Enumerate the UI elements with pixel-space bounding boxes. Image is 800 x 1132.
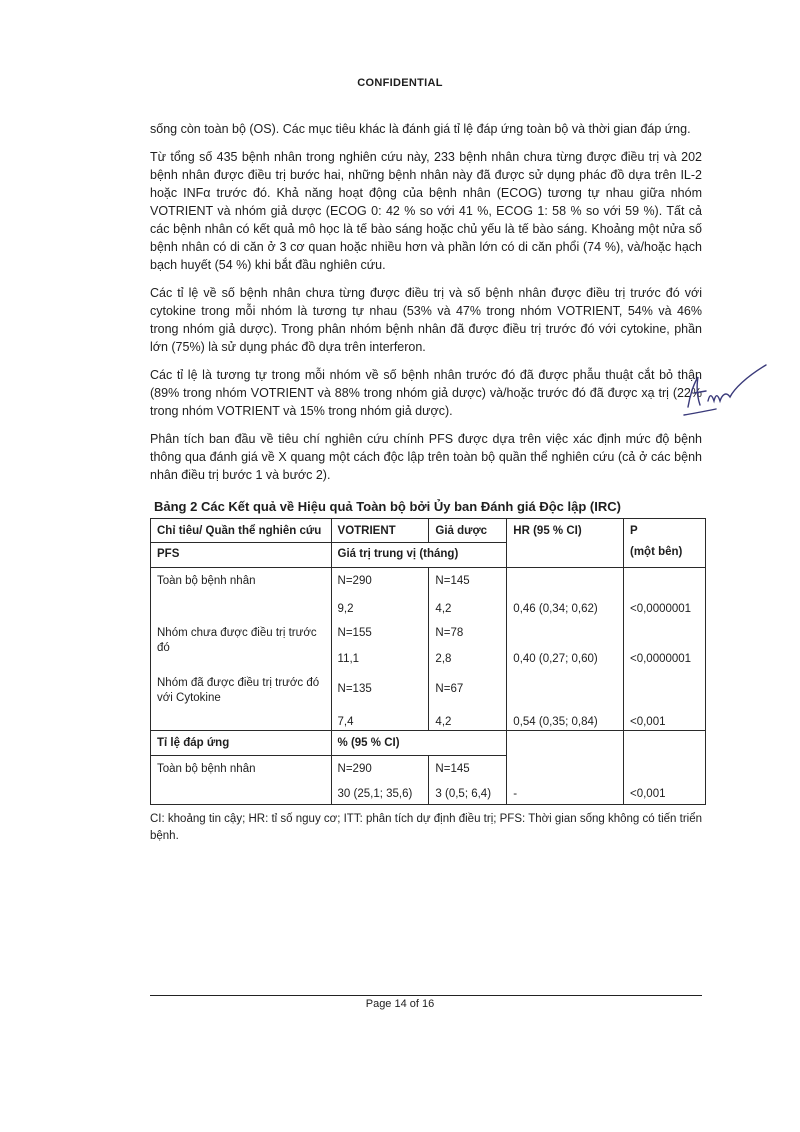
response-all-hr: - [507, 782, 624, 805]
pfs-all-hr: 0,46 (0,34; 0,62) [507, 594, 624, 620]
pfs-naive-hr: 0,40 (0,27; 0,60) [507, 646, 624, 672]
pfs-all-n-placebo: N=145 [429, 568, 507, 595]
paragraph: Các tỉ lệ là tương tự trong mỗi nhóm về số bệnh nhân trước đó đã được phẫu thuật cắt bỏ thận (89% trong nhóm VOTRIENT và 88% trong nhóm giả dược) và/hoặc trước đó đã được xạ trị (22% trong nhóm VOTRIENT và 15% trong nhóm giả dược). [150, 368, 702, 418]
response-group-spacer [151, 782, 332, 805]
table-row [151, 672, 706, 708]
table-footnote: CI: khoảng tin cậy; HR: tỉ số nguy cơ; ITT: phân tích dự định điều trị; PFS: Thời gian sống không có tiến triển bệnh. [150, 813, 702, 842]
pfs-all-group-spacer [151, 594, 332, 620]
footer-rule [150, 995, 702, 996]
pfs-cytokine-placebo: 4,2 [429, 708, 507, 731]
pfs-naive-hr-spacer [507, 620, 624, 646]
response-group-all: Toàn bộ bệnh nhân [151, 756, 332, 783]
pfs-group-all: Toàn bộ bệnh nhân [151, 568, 332, 595]
table-row [151, 620, 706, 646]
pfs-section-label: PFS [151, 543, 332, 568]
pfs-cytokine-votrient: 7,4 [331, 708, 429, 731]
pfs-cytokine-n-votrient: N=135 [331, 672, 429, 708]
response-all-hr-spacer [507, 756, 624, 783]
pfs-naive-p-spacer [624, 620, 706, 646]
table-row [151, 594, 706, 620]
response-subheader: % (95 % CI) [331, 731, 507, 756]
table-row [151, 756, 706, 783]
pfs-naive-p: <0,0000001 [624, 646, 706, 672]
table-header-row [151, 519, 706, 543]
confidential-header: CONFIDENTIAL [357, 77, 443, 89]
pfs-all-hr-spacer [507, 568, 624, 595]
pfs-group-naive: Nhóm chưa được điều trị trước đó [151, 620, 332, 672]
pfs-naive-placebo: 2,8 [429, 646, 507, 672]
pfs-cytokine-n-placebo: N=67 [429, 672, 507, 708]
pfs-cytokine-p: <0,001 [624, 708, 706, 731]
pfs-cytokine-group-spacer [151, 708, 332, 731]
header-votrient: VOTRIENT [331, 519, 429, 543]
pfs-naive-n-placebo: N=78 [429, 620, 507, 646]
paragraph: Từ tổng số 435 bệnh nhân trong nghiên cứu này, 233 bệnh nhân chưa từng được điều trị và 202 bệnh nhân được điều trị bước hai, những bệnh nhân này đã được sử dụng phác đồ dựa trên IL-2 hoặc INFα trước đó. Khả năng hoạt động của bệnh nhân (ECOG) tương tự nhau giữa nhóm VOTRIENT và nhóm giả dược (ECOG 0: 42 % so với 41 %, ECOG 1: 58 % so với 59 %). Tất cả các bệnh nhân có kết quả mô học là tế bào sáng hoặc chủ yếu là tế bào sáng. Khoảng một nửa số bệnh nhân có di căn ở 3 cơ quan hoặc nhiều hơn và phần lớn có di căn phổi (74 %), và/hoặc hạch bạch huyết (54 %) khi bắt đầu nghiên cứu. [150, 150, 702, 272]
pfs-cytokine-hr-spacer [507, 672, 624, 708]
response-all-placebo: 3 (0,5; 6,4) [429, 782, 507, 805]
paragraph: Phân tích ban đầu về tiêu chí nghiên cứu chính PFS được dựa trên việc xác định mức độ bệnh thông qua đánh giá về X quang một cách độc lập trên toàn bộ quần thể nghiên cứu (cả ở các bệnh nhân điều trị bước 1 và bước 2). [150, 432, 702, 482]
pfs-cytokine-p-spacer [624, 672, 706, 708]
header-hr: HR (95 % CI) [507, 519, 624, 568]
header-p-label: P [630, 525, 638, 537]
header-endpoint: Chỉ tiêu/ Quần thể nghiên cứu [151, 519, 332, 543]
table-row [151, 782, 706, 805]
handwritten-signature [676, 355, 796, 425]
response-all-p: <0,001 [624, 782, 706, 805]
page-number: Page 14 of 16 [365, 998, 435, 1010]
pfs-naive-votrient: 11,1 [331, 646, 429, 672]
response-all-n-votrient: N=290 [331, 756, 429, 783]
response-p-spacer [624, 731, 706, 756]
efficacy-results-table [150, 518, 706, 805]
response-hr-spacer [507, 731, 624, 756]
document-body [150, 120, 702, 845]
pfs-all-votrient: 9,2 [331, 594, 429, 620]
pfs-group-cytokine: Nhóm đã được điều trị trước đó với Cytokine [151, 672, 332, 708]
table-row [151, 568, 706, 595]
response-all-n-placebo: N=145 [429, 756, 507, 783]
pfs-naive-n-votrient: N=155 [331, 620, 429, 646]
table-caption: Bảng 2 Các Kết quả về Hiệu quả Toàn bộ bởi Ủy ban Đánh giá Độc lập (IRC) [154, 499, 621, 514]
header-p [624, 519, 706, 568]
response-all-votrient: 30 (25,1; 35,6) [331, 782, 429, 805]
pfs-subheader: Giá trị trung vị (tháng) [331, 543, 507, 568]
pfs-all-n-votrient: N=290 [331, 568, 429, 595]
table-row [151, 731, 706, 756]
paragraph: Các tỉ lệ về số bệnh nhân chưa từng được điều trị và số bệnh nhân được điều trị trước đó với cytokine trong mỗi nhóm là tương tự nhau (53% và 47% trong nhóm VOTRIENT, 54% và 46% trong nhóm giả dược). Trong phân nhóm bệnh nhân đã được điều trị trước đó với cytokine, phần lớn (75%) là sử dụng phác đồ dựa trên interferon. [150, 286, 702, 354]
pfs-all-p-spacer [624, 568, 706, 595]
response-section-label: Tỉ lệ đáp ứng [151, 731, 332, 756]
header-p-sub: (một bên) [630, 546, 683, 558]
pfs-cytokine-hr: 0,54 (0,35; 0,84) [507, 708, 624, 731]
paragraph: sống còn toàn bộ (OS). Các mục tiêu khác là đánh giá tỉ lệ đáp ứng toàn bộ và thời gian đáp ứng. [150, 122, 691, 136]
pfs-all-placebo: 4,2 [429, 594, 507, 620]
response-all-p-spacer [624, 756, 706, 783]
table-row [151, 708, 706, 731]
pfs-all-p: <0,0000001 [624, 594, 706, 620]
header-placebo: Giả dược [429, 519, 507, 543]
